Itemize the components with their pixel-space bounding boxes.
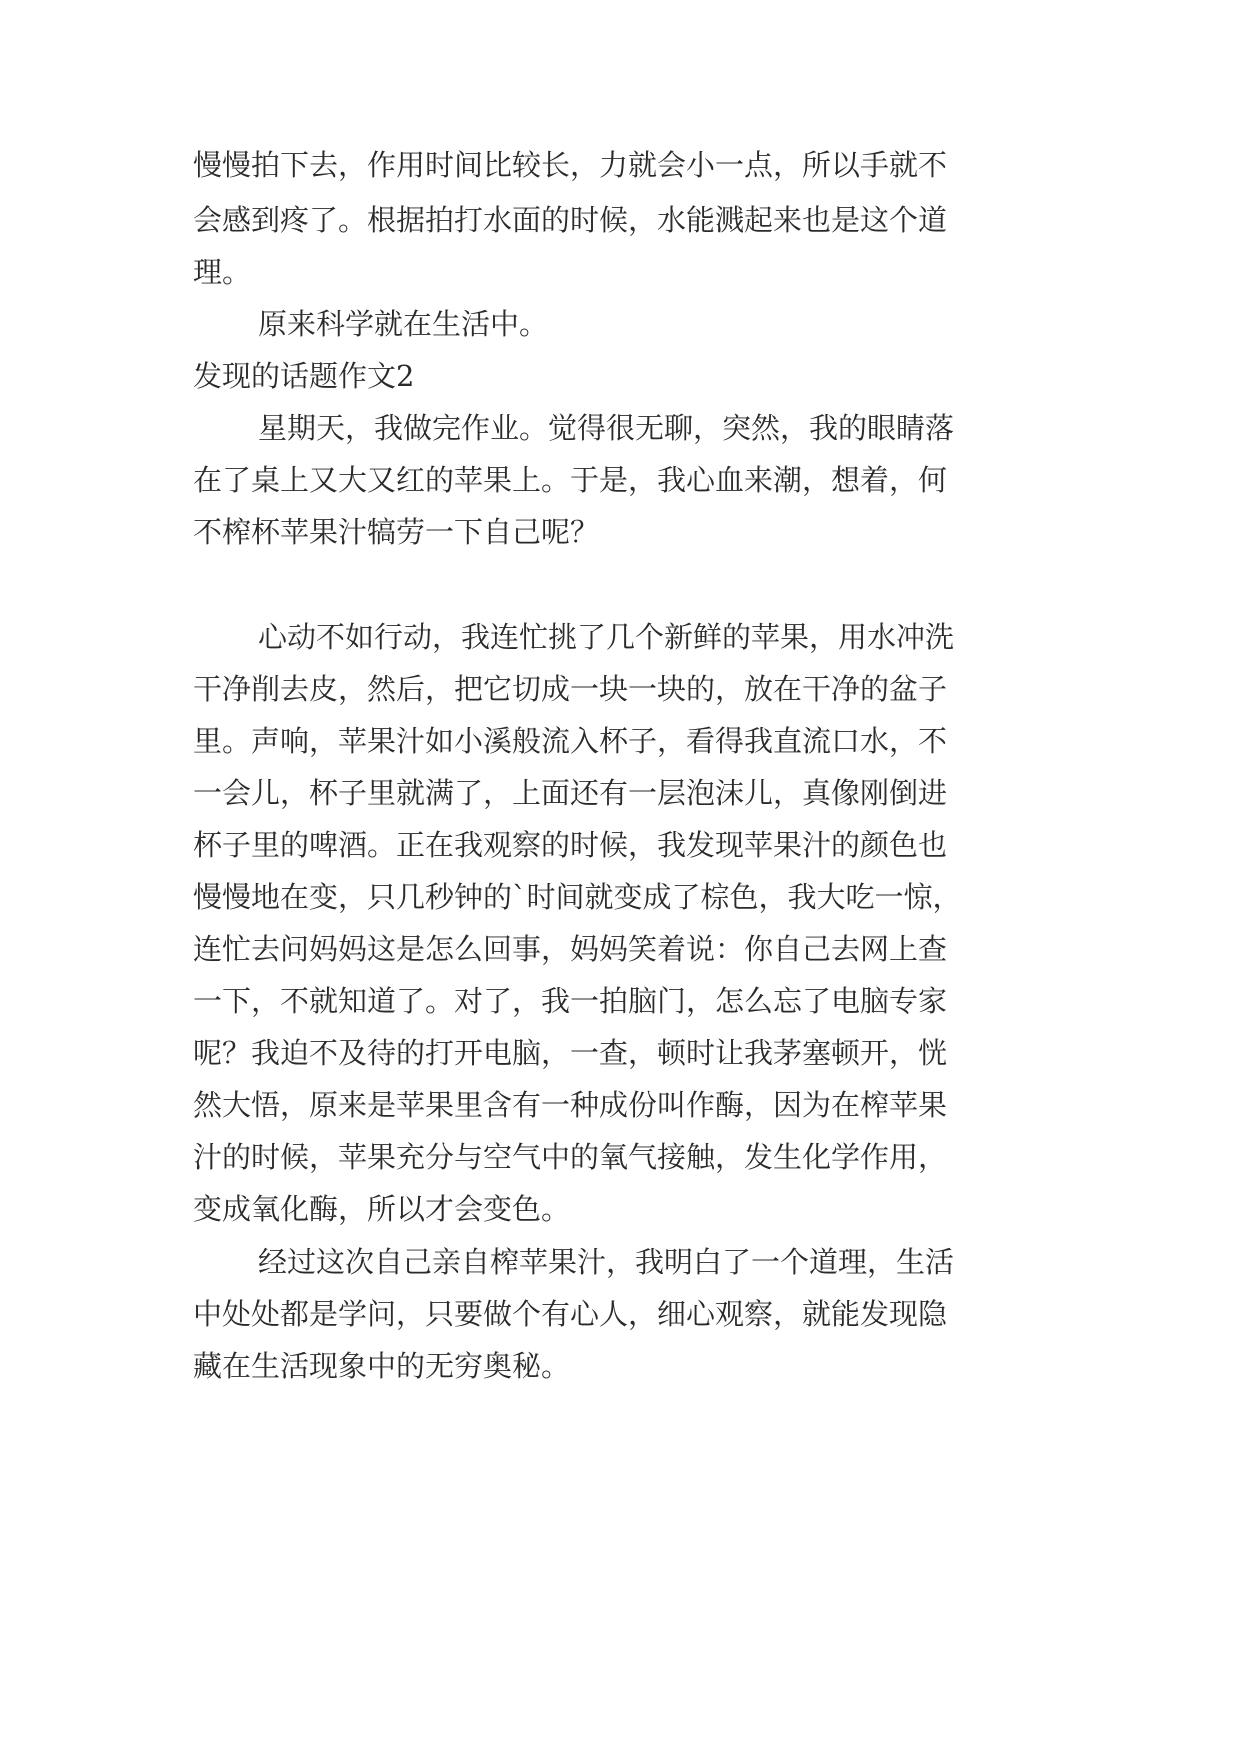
paragraph-line: 干净削去皮，然后，把它切成一块一块的，放在干净的盆子: [193, 672, 948, 706]
paragraph-line: 里。声响，苹果汁如小溪般流入杯子，看得我直流口水，不: [193, 724, 948, 758]
paragraph-line: 慢慢拍下去，作用时间比较长，力就会小一点，所以手就不: [193, 148, 948, 182]
paragraph-line: 在了桌上又大又红的苹果上。于是，我心血来潮，想着，何: [193, 463, 948, 497]
paragraph-line: 中处处都是学问，只要做个有心人，细心观察，就能发现隐: [193, 1297, 948, 1331]
paragraph-line: 一会儿，杯子里就满了，上面还有一层泡沫儿，真像刚倒进: [193, 776, 948, 810]
paragraph-line: 连忙去问妈妈这是怎么回事，妈妈笑着说：你自己去网上查: [193, 932, 948, 966]
paragraph-line: 会感到疼了。根据拍打水面的时候，水能溅起来也是这个道: [193, 203, 948, 237]
paragraph-line: 心动不如行动，我连忙挑了几个新鲜的苹果，用水冲洗: [258, 620, 955, 654]
paragraph-line: 汁的时候，苹果充分与空气中的氧气接触，发生化学作用，: [193, 1140, 948, 1174]
paragraph-line: 不榨杯苹果汁犒劳一下自己呢？: [193, 515, 600, 549]
paragraph-line: 变成氧化酶，所以才会变色。: [193, 1192, 571, 1226]
paragraph-line: 原来科学就在生活中。: [258, 307, 549, 341]
paragraph-line: 慢慢地在变，只几秒钟的`时间就变成了棕色，我大吃一惊，: [193, 880, 962, 914]
paragraph-line: 理。: [193, 255, 252, 289]
essay-heading: 发现的话题作文2: [193, 359, 415, 393]
paragraph-line: 经过这次自己亲自榨苹果汁，我明白了一个道理，生活: [258, 1245, 955, 1279]
paragraph-line: 一下，不就知道了。对了，我一拍脑门，怎么忘了电脑专家: [193, 984, 948, 1018]
paragraph-line: 呢？我迫不及待的打开电脑，一查，顿时让我茅塞顿开，恍: [193, 1036, 948, 1070]
paragraph-line: 藏在生活现象中的无穷奥秘。: [193, 1349, 571, 1383]
paragraph-line: 杯子里的啤酒。正在我观察的时候，我发现苹果汁的颜色也: [193, 828, 948, 862]
paragraph-line: 然大悟，原来是苹果里含有一种成份叫作酶，因为在榨苹果: [193, 1088, 948, 1122]
paragraph-line: 星期天，我做完作业。觉得很无聊，突然，我的眼睛落: [258, 411, 955, 445]
